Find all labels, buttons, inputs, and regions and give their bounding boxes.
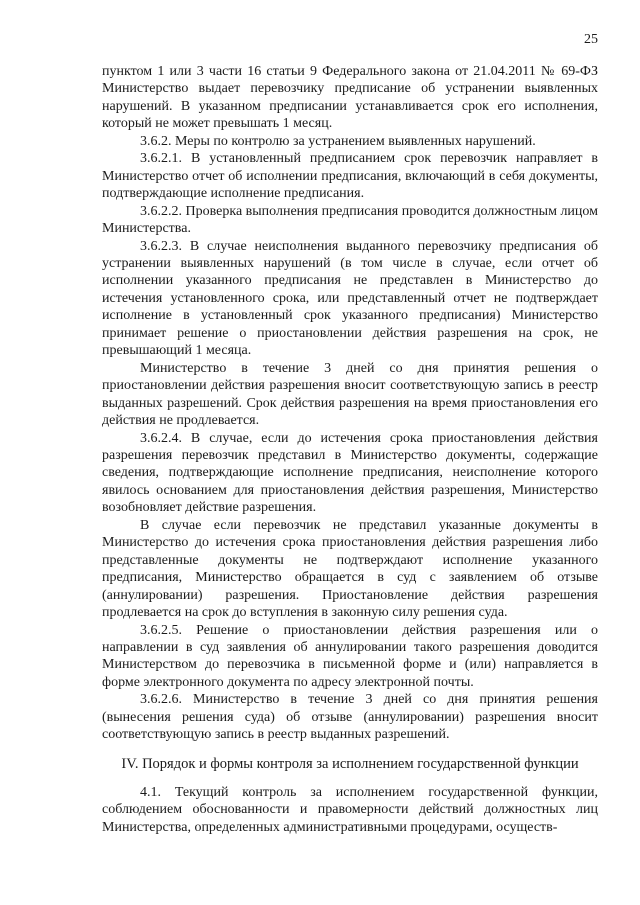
paragraph-3-6-2-3: 3.6.2.3. В случае неисполнения выданного перевозчику предписания об устранении выявленных нарушений (в том числе в случае, если отчет об исполнении указанного предписания не представлен в Министерство до истечения установленного срока, или представленный отчет не подтверждает исполнение в установленный срок указанного предписания) Министерство принимает решение о приостановлении действия разрешения на срок, не превышающий 1 месяца. (102, 238, 598, 359)
paragraph-3-6-2: 3.6.2. Меры по контролю за устранением выявленных нарушений. (140, 133, 536, 149)
paragraph-3-6-2-5: 3.6.2.5. Решение о приостановлении действия разрешения или о направлении в суд заявления об аннулировании такого разрешения доводится Министерством до перевозчика в письменной форме и (или) направляется в форме электронного документа по адресу электронной почты. (102, 622, 598, 690)
section-heading: IV. Порядок и формы контроля за исполнением государственной функции (121, 755, 579, 772)
paragraph-3-6-2-2: 3.6.2.2. Проверка выполнения предписания проводится должностным лицом Министерства. (102, 203, 599, 237)
paragraph-3-6-2-1: 3.6.2.1. В установленный предписанием срок перевозчик направляет в Министерство отчет об исполнении предписания, включающий в себя документы, подтверждающие исполнение предписания. (102, 151, 598, 202)
paragraph-4-1: 4.1. Текущий контроль за исполнением государственной функции, соблюдением обоснованности и правомерности действий должностных лиц Министерства, определенных административными процедурами, осуществ- (102, 784, 598, 835)
document-body (102, 63, 598, 836)
page-number: 25 (584, 32, 598, 47)
paragraph-continuation: пунктом 1 или 3 части 16 статьи 9 Федерального закона от 21.04.2011 № 69-ФЗ Министерство выдает перевозчику предписание об устранении выявленных нарушений. В указанном предписании устанавливается срок его исполнения, который не может превышать 1 месяц. (102, 64, 598, 132)
paragraph-court-appeal: В случае если перевозчик не представил указанные документы в Министерство до истечения срока приостановления действия разрешения либо представленные документы не подтверждают исполнение указанного предписания, Министерство обращается в суд с заявлением об отзыве (аннулировании) разрешения. Приостановление действия разрешения продлевается на срок до вступления в законную силу решения суда. (102, 517, 598, 621)
paragraph-3-6-2-6: 3.6.2.6. Министерство в течение 3 дней со дня принятия решения (вынесения решения суда) об отзыве (аннулировании) разрешения вносит соответствующую запись в реестр выданных разрешений. (102, 692, 598, 743)
paragraph-3-6-2-4: 3.6.2.4. В случае, если до истечения срока приостановления действия разрешения перевозчик представил в Министерство документы, содержащие сведения, подтверждающие исполнение предписания, неисполнение которого явилось основанием для приостановления действия разрешения, Министерство возобновляет действие разрешения. (102, 430, 598, 516)
paragraph-suspension-record: Министерство в течение 3 дней со дня принятия решения о приостановлении действия разрешения вносит соответствующую запись в реестр выданных разрешений. Срок действия разрешения на время приостановления его действия не продлевается. (102, 360, 598, 429)
